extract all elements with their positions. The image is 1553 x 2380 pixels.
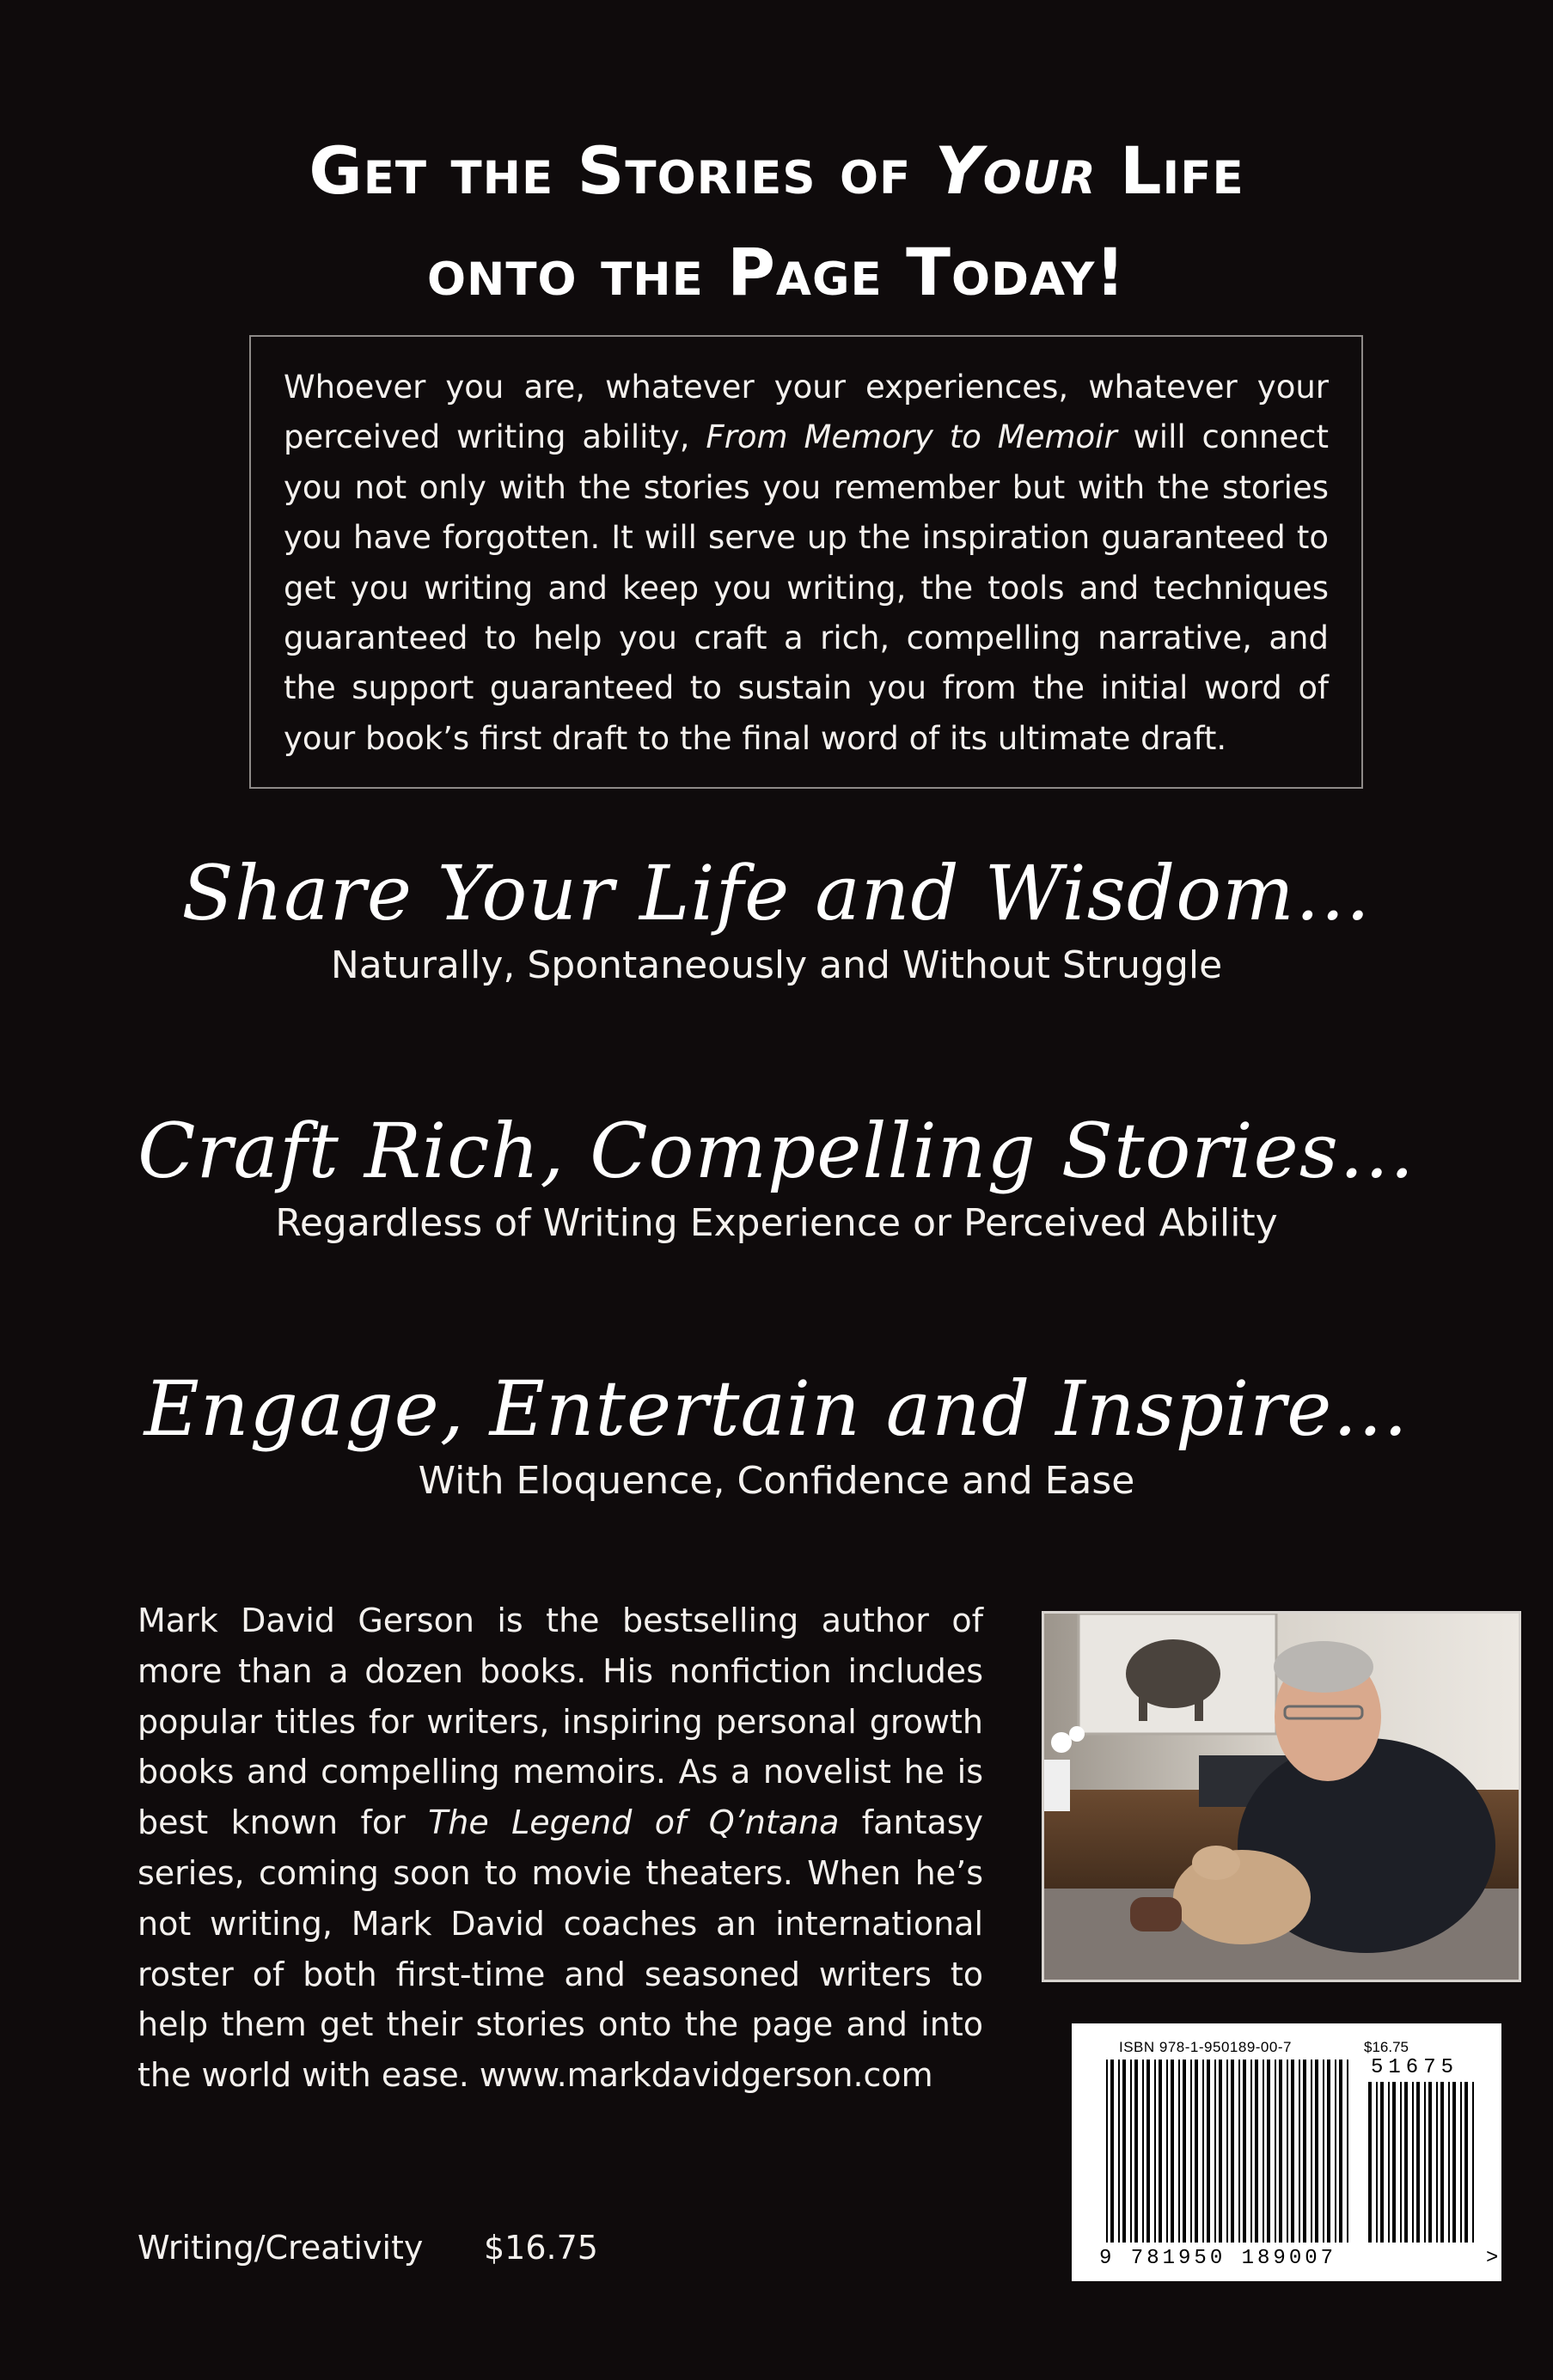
barcode-arrow: > — [1486, 2247, 1499, 2270]
barcode-bar — [1440, 2082, 1444, 2243]
barcode-bar — [1291, 2060, 1294, 2243]
book-category: Writing/Creativity — [138, 2229, 424, 2267]
barcode-price: $16.75 — [1364, 2039, 1409, 2055]
barcode-bar — [1287, 2060, 1288, 2243]
barcode-bar — [1303, 2060, 1306, 2243]
tagline-2-sub: Regardless of Writing Experience or Perceived Ability — [275, 1201, 1278, 1245]
barcode-bar — [1243, 2060, 1246, 2243]
barcode-bar — [1267, 2060, 1270, 2243]
barcode-bar — [1171, 2060, 1174, 2243]
barcode-bar — [1339, 2060, 1342, 2243]
barcode-bar — [1368, 2082, 1372, 2243]
barcode-bar — [1428, 2082, 1432, 2243]
price-code: 51675 — [1371, 2056, 1459, 2079]
headline-emphasis: Your — [934, 132, 1097, 209]
blurb-part-1: Whoever you are, whatever your experiences, whatever your perceived writing ability, — [284, 369, 1329, 456]
barcode-bar — [1183, 2060, 1186, 2243]
barcode-bar — [1424, 2082, 1426, 2243]
barcode-bar — [1448, 2082, 1450, 2243]
barcode-bar — [1472, 2082, 1474, 2243]
barcode-bar — [1380, 2082, 1384, 2243]
tagline-2 — [0, 1104, 1553, 1248]
blurb-text — [284, 363, 1329, 764]
isbn-barcode — [1072, 2023, 1501, 2281]
barcode-bar — [1106, 2060, 1108, 2243]
barcode-bar — [1315, 2060, 1318, 2243]
barcode-bar — [1327, 2060, 1330, 2243]
barcode-bar — [1214, 2060, 1216, 2243]
headline-text-b: Life — [1096, 132, 1244, 209]
series-title-emphasis: The Legend of Q’ntana — [428, 1803, 840, 1842]
tagline-3-script: Engage, Entertain and Inspire… — [144, 1364, 1409, 1453]
barcode-bar — [1299, 2060, 1300, 2243]
barcode-bar — [1190, 2060, 1192, 2243]
barcode-bar — [1275, 2060, 1276, 2243]
tagline-1-sub: Naturally, Spontaneously and Without Struggle — [330, 943, 1223, 987]
blurb-box — [249, 335, 1363, 789]
barcode-bar — [1400, 2082, 1402, 2243]
back-cover-headline — [0, 120, 1553, 323]
author-bio — [138, 1596, 983, 2101]
tagline-3-sub: With Eloquence, Confidence and Ease — [418, 1459, 1135, 1503]
barcode-bar — [1146, 2060, 1150, 2243]
barcode-bar — [1122, 2060, 1126, 2243]
barcode-bar — [1195, 2060, 1198, 2243]
bio-part-2: fantasy series, coming soon to movie theaters. When he’s not writing, Mark David coaches an international roster of both first-time and seasoned writers to help them get their stories onto the page and into the world with ease. www.markdavidgerson.com — [138, 1803, 983, 2095]
barcode-bar — [1231, 2060, 1234, 2243]
barcode-bar — [1404, 2082, 1408, 2243]
barcode-bar — [1388, 2082, 1390, 2243]
barcode-bar — [1130, 2060, 1132, 2243]
barcode-bar — [1279, 2060, 1282, 2243]
blurb-part-2: will connect you not only with the stories you remember but with the stories you have forgotten. It will serve up the inspiration guaranteed to get you writing and keep you writing, the tools and techniques guaranteed to help you craft a rich, compelling narrative, and the support guaranteed to sustain you from the initial word of your book’s first draft to the final word of its ultimate draft. — [284, 418, 1329, 757]
barcode-bar — [1412, 2082, 1414, 2243]
barcode-bar — [1154, 2060, 1156, 2243]
barcode-bar — [1335, 2060, 1336, 2243]
tagline-3 — [0, 1362, 1553, 1506]
barcode-bar — [1178, 2060, 1180, 2243]
barcode-bar — [1464, 2082, 1468, 2243]
barcode-bar — [1118, 2060, 1120, 2243]
barcode-bar — [1416, 2082, 1420, 2243]
bio-part-1: Mark David Gerson is the bestselling author of more than a dozen books. His nonfiction includes popular titles for writers, inspiring personal growth books and compelling memoirs. As a novelist he is best known for — [138, 1602, 983, 1842]
barcode-bar — [1202, 2060, 1204, 2243]
headline-line-2: onto the Page Today! — [426, 234, 1126, 310]
tagline-1 — [0, 846, 1553, 991]
barcode-bar — [1207, 2060, 1210, 2243]
barcode-bar — [1436, 2082, 1438, 2243]
barcode-bar — [1311, 2060, 1312, 2243]
barcode-bar — [1226, 2060, 1228, 2243]
barcode-bar — [1263, 2060, 1264, 2243]
barcode-bar — [1110, 2060, 1114, 2243]
barcode-bar — [1159, 2060, 1162, 2243]
author-photo — [1042, 1611, 1521, 1982]
barcode-bar — [1238, 2060, 1240, 2243]
author-photo-illustration — [1044, 1614, 1519, 1980]
headline-line-1 — [0, 120, 1553, 222]
barcode-bar — [1392, 2082, 1396, 2243]
tagline-1-script: Share Your Life and Wisdom… — [181, 849, 1372, 937]
barcode-bar — [1347, 2060, 1348, 2243]
barcode-digits: 9 781950 189007 — [1099, 2247, 1337, 2270]
barcode-bar — [1323, 2060, 1324, 2243]
barcode-bar — [1255, 2060, 1258, 2243]
book-title-emphasis: From Memory to Memoir — [706, 418, 1117, 456]
barcode-bar — [1166, 2060, 1168, 2243]
barcode-bar — [1142, 2060, 1144, 2243]
isbn-number: ISBN 978-1-950189-00-7 — [1119, 2039, 1292, 2055]
tagline-2-script: Craft Rich, Compelling Stories… — [138, 1107, 1415, 1195]
barcode-bar — [1376, 2082, 1378, 2243]
barcode-bar — [1219, 2060, 1222, 2243]
headline-text-a: Get the Stories of — [309, 132, 935, 209]
barcode-bar — [1452, 2082, 1456, 2243]
barcode-bar — [1250, 2060, 1252, 2243]
barcode-bar — [1134, 2060, 1138, 2243]
book-price: $16.75 — [484, 2229, 598, 2267]
barcode-bar — [1460, 2082, 1462, 2243]
